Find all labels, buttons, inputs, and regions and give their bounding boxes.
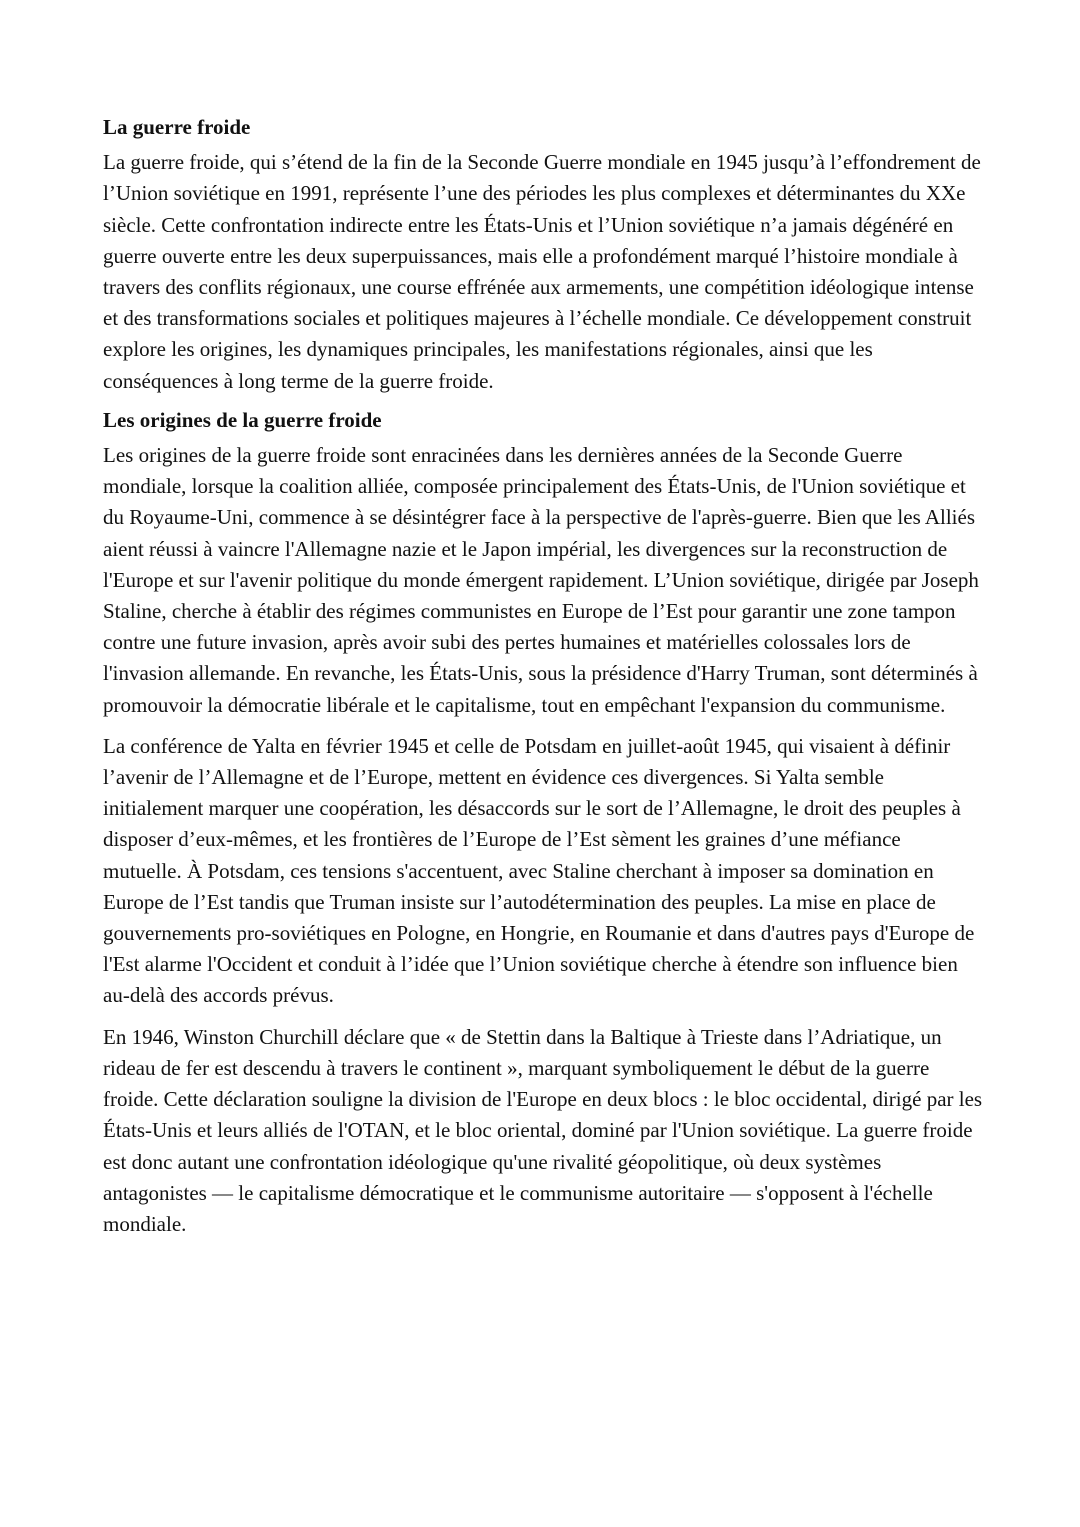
section-heading-cold-war: La guerre froide <box>103 115 251 139</box>
paragraph-iron-curtain: En 1946, Winston Churchill déclare que « de Stettin dans la Baltique à Trieste dans l’Adriatique, un rideau de fer est descendu à travers le continent », marquant symboliquement le début de la guerre froide. Cette déclaration souligne la division de l'Europe en deux blocs : le bloc occidental, dirigé par les États-Unis et leurs alliés de l'OTAN, et le bloc oriental, dominé par l'Union soviétique. La guerre froide est donc autant une confrontation idéologique qu'une rivalité géopolitique, où deux systèmes antagonistes — le capitalisme démocratique et le communisme autoritaire — s'opposent à l'échelle mondiale. <box>103 1024 983 1236</box>
paragraph-origins: Les origines de la guerre froide sont enracinées dans les dernières années de la Seconde Guerre mondiale, lorsque la coalition alliée, composée principalement des États-Unis, de l'Union soviétique et du Royaume-Uni, commence à se désintégrer face à la perspective de l'après-guerre. Bien que les Alliés aient réussi à vaincre l'Allemagne nazie et le Japon impérial, les divergences sur la reconstruction de l'Europe et sur l'avenir politique du monde émergent rapidement. L’Union soviétique, dirigée par Joseph Staline, cherche à établir des régimes communistes en Europe de l’Est pour garantir une zone tampon contre une future invasion, après avoir subi des pertes humaines et matérielles colossales lors de l'invasion allemande. En revanche, les États-Unis, sous la présidence d'Harry Truman, sont déterminés à promouvoir la démocratie libérale et le capitalisme, tout en empêchant l'expansion du communisme. <box>103 443 979 717</box>
section-heading-origins: Les origines de la guerre froide <box>103 407 382 432</box>
paragraph-yalta-potsdam: La conférence de Yalta en février 1945 et celle de Potsdam en juillet-août 1945, qui visaient à définir l’avenir de l’Allemagne et de l’Europe, mettent en évidence ces divergences. Si Yalta semble initialement marquer une coopération, les désaccords sur le sort de l’Allemagne, le droit des peuples à disposer d’eux-mêmes, et les frontières de l’Europe de l’Est sèment les graines d’une méfiance mutuelle. À Potsdam, ces tensions s'accentuent, avec Staline cherchant à imposer sa domination en Europe de l’Est tandis que Truman insiste sur l’autodétermination des peuples. La mise en place de gouvernements pro-soviétiques en Pologne, en Hongrie, en Roumanie et dans d'autres pays d'Europe de l'Est alarme l'Occident et conduit à l’idée que l’Union soviétique cherche à étendre son influence bien au-delà des accords prévus. <box>103 733 975 1008</box>
paragraph-introduction: La guerre froide, qui s’étend de la fin de la Seconde Guerre mondiale en 1945 jusqu’à l’effondrement de l’Union soviétique en 1991, représente l’une des périodes les plus complexes et déterminantes du XXe siècle. Cette confrontation indirecte entre les États-Unis et l’Union soviétique n’a jamais dégénéré en guerre ouverte entre les deux superpuissances, mais elle a profondément marqué l’histoire mondiale à travers des conflits régionaux, une course effrénée aux armements, une compétition idéologique intense et des transformations sociales et politiques majeures à l’échelle mondiale. Ce développement construit explore les origines, les dynamiques principales, les manifestations régionales, ainsi que les conséquences à long terme de la guerre froide. <box>103 150 981 393</box>
document-page <box>103 112 983 1240</box>
